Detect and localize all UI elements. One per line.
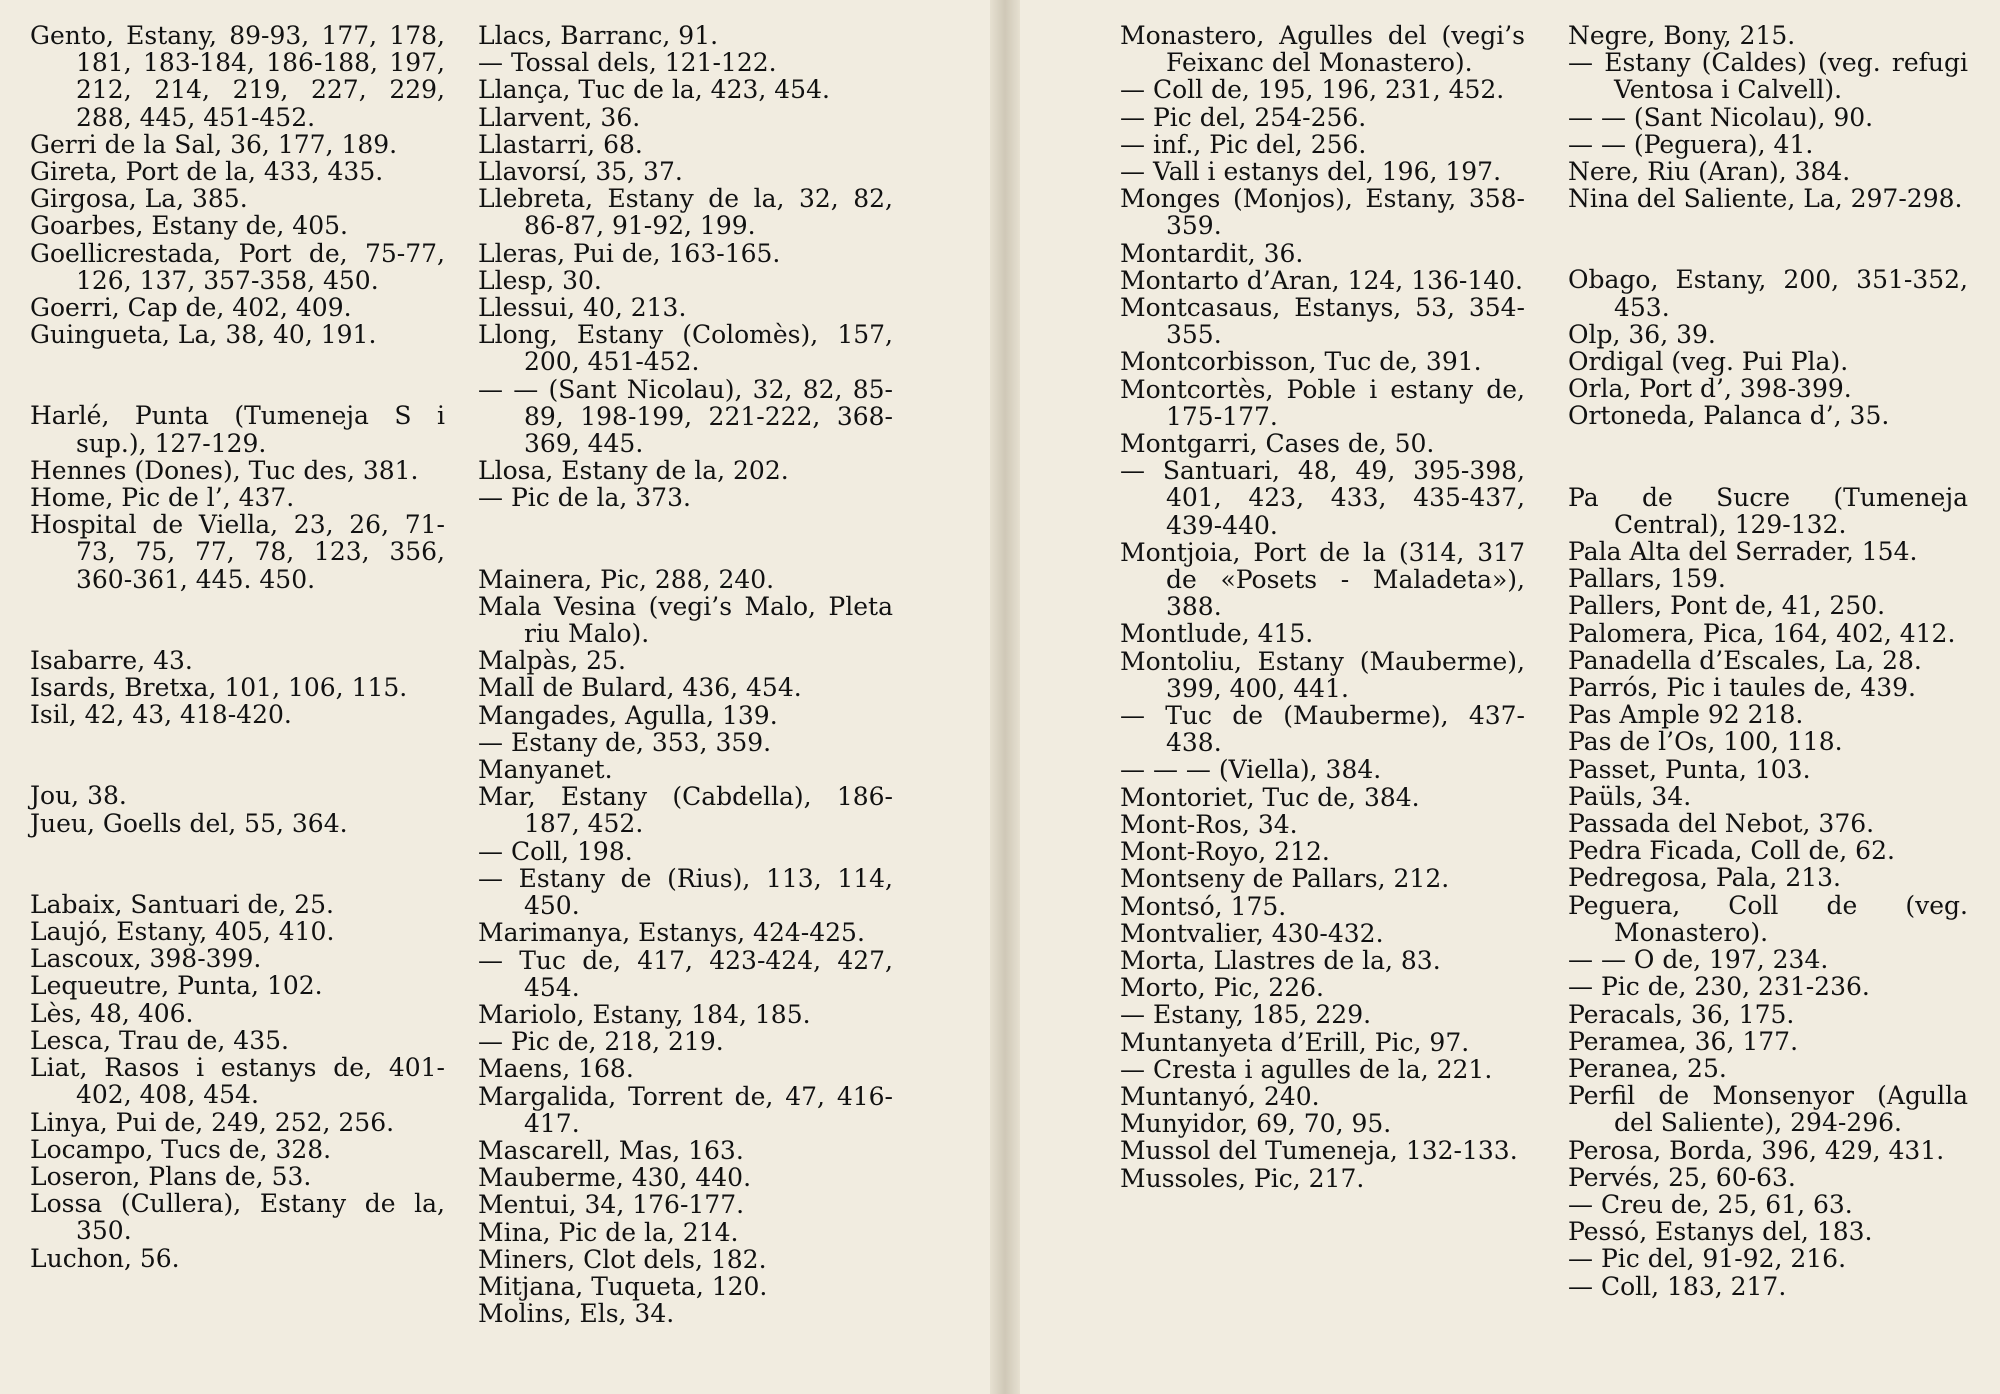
index-entry: Montgarri, Cases de, 50. bbox=[1120, 429, 1435, 459]
index-entry: — Pic del, 91-92, 216. bbox=[1568, 1244, 1847, 1274]
index-entry: Llarvent, 36. bbox=[478, 102, 641, 132]
index-entry: Montarto d’Aran, 124, 136-140. bbox=[1120, 265, 1523, 295]
index-entry: Perosa, Borda, 396, 429, 431. bbox=[1568, 1135, 1945, 1165]
section-gap bbox=[30, 593, 445, 647]
index-entry: Montcorbisson, Tuc de, 391. bbox=[1120, 347, 1482, 377]
index-entry: Goarbes, Estany de, 405. bbox=[30, 211, 348, 241]
index-entry: Laujó, Estany, 405, 410. bbox=[30, 917, 335, 947]
index-column-2 bbox=[478, 22, 893, 1327]
index-entry: — Estany de, 353, 359. bbox=[478, 727, 772, 757]
index-entry: — Estany de (Rius), 113, 114, 450. bbox=[478, 863, 893, 921]
index-entry: Gento, Estany, 89-93, 177, 178, 181, 183-184, 186-188, 197, 212, 214, 219, 227, 229, 288, 445, 451-452. bbox=[30, 21, 445, 132]
index-entry: Pedregosa, Pala, 213. bbox=[1568, 863, 1841, 893]
index-entry: Montcortès, Poble i estany de, 175-177. bbox=[1120, 374, 1525, 431]
index-entry: — Coll de, 195, 196, 231, 452. bbox=[1120, 75, 1505, 105]
index-entry: Mall de Bulard, 436, 454. bbox=[478, 673, 802, 703]
index-entry: Pedra Ficada, Coll de, 62. bbox=[1568, 836, 1895, 866]
index-entry: Llastarri, 68. bbox=[478, 129, 643, 159]
index-entry: Mala Vesina (vegi’s Malo, Pleta riu Malo). bbox=[478, 591, 893, 649]
index-entry: — Creu de, 25, 61, 63. bbox=[1568, 1189, 1853, 1219]
index-entry: Pessó, Estanys del, 183. bbox=[1568, 1217, 1873, 1247]
index-entry: Linya, Pui de, 249, 252, 256. bbox=[30, 1107, 395, 1137]
index-entry: Lequeutre, Punta, 102. bbox=[30, 971, 323, 1001]
index-entry: — — O de, 197, 234. bbox=[1568, 945, 1829, 975]
index-entry: Llacs, Barranc, 91. bbox=[478, 21, 719, 50]
index-entry: Guingueta, La, 38, 40, 191. bbox=[30, 320, 377, 350]
index-entry: Olp, 36, 39. bbox=[1568, 319, 1716, 349]
index-entry: Morto, Pic, 226. bbox=[1120, 973, 1324, 1003]
index-entry: Muntanyeta d’Erill, Pic, 97. bbox=[1120, 1027, 1470, 1057]
index-entry: Morta, Llastres de la, 83. bbox=[1120, 945, 1441, 975]
index-entry: — — (Peguera), 41. bbox=[1568, 129, 1814, 159]
index-entry: — Estany, 185, 229. bbox=[1120, 1000, 1372, 1030]
index-entry: Perfil de Monsenyor (Agulla del Saliente), 294-296. bbox=[1568, 1081, 1968, 1138]
index-entry: Muntanyó, 240. bbox=[1120, 1081, 1320, 1111]
index-entry: Malpàs, 25. bbox=[478, 646, 626, 676]
index-entry: Miners, Clot dels, 182. bbox=[478, 1244, 767, 1274]
index-entry: — Pic de, 230, 231-236. bbox=[1568, 972, 1870, 1002]
index-entry: Parrós, Pic i taules de, 439. bbox=[1568, 673, 1916, 703]
index-entry: Mauberme, 430, 440. bbox=[478, 1163, 752, 1193]
index-entry: Lesca, Trau de, 435. bbox=[30, 1025, 289, 1055]
index-entry: — inf., Pic del, 256. bbox=[1120, 129, 1367, 159]
index-entry: Montjoia, Port de la (314, 317 de «Posets - Maladeta»), 388. bbox=[1120, 537, 1525, 622]
index-entry: — Pic del, 254-256. bbox=[1120, 102, 1367, 132]
index-entry: Palomera, Pica, 164, 402, 412. bbox=[1568, 618, 1956, 648]
section-gap bbox=[30, 728, 445, 782]
index-entry: Mainera, Pic, 288, 240. bbox=[478, 564, 775, 594]
index-entry: Labaix, Santuari de, 25. bbox=[30, 889, 334, 919]
index-entry: Molins, Els, 34. bbox=[478, 1299, 675, 1329]
index-column-3 bbox=[1120, 22, 1525, 1192]
index-entry: — Tuc de (Mauberme), 437-438. bbox=[1120, 701, 1525, 758]
index-entry: Jou, 38. bbox=[30, 781, 127, 811]
index-entry: Montvalier, 430-432. bbox=[1120, 918, 1384, 948]
index-entry: — Pic de la, 373. bbox=[478, 483, 691, 513]
index-entry: Lossa (Cullera), Estany de la, 350. bbox=[30, 1189, 445, 1246]
index-entry: Lès, 48, 406. bbox=[30, 998, 194, 1028]
index-entry: — Estany (Caldes) (veg. refugi Ventosa i Calvell). bbox=[1568, 48, 1968, 105]
index-entry: Ortoneda, Palanca d’, 35. bbox=[1568, 401, 1890, 431]
index-entry: Pallers, Pont de, 41, 250. bbox=[1568, 591, 1886, 621]
index-entry: Loseron, Plans de, 53. bbox=[30, 1161, 312, 1191]
section-gap bbox=[30, 837, 445, 891]
index-entry: Mascarell, Mas, 163. bbox=[478, 1135, 744, 1165]
index-entry: Pala Alta del Serrader, 154. bbox=[1568, 537, 1918, 567]
index-entry: Mont-Royo, 212. bbox=[1120, 837, 1330, 867]
index-entry: Pallars, 159. bbox=[1568, 564, 1726, 594]
section-gap bbox=[478, 512, 893, 566]
section-gap bbox=[30, 348, 445, 402]
index-entry: Manyanet. bbox=[478, 755, 613, 785]
index-column-4 bbox=[1568, 22, 1968, 1300]
index-entry: Montseny de Pallars, 212. bbox=[1120, 864, 1450, 894]
index-entry: Montoliu, Estany (Mauberme), 399, 400, 441. bbox=[1120, 646, 1525, 703]
index-entry: Montlude, 415. bbox=[1120, 619, 1314, 649]
index-entry: — Coll, 198. bbox=[478, 836, 633, 866]
index-entry: Mina, Pic de la, 214. bbox=[478, 1217, 739, 1247]
index-entry: Maens, 168. bbox=[478, 1054, 634, 1084]
index-entry: Mont-Ros, 34. bbox=[1120, 809, 1298, 839]
index-entry: Munyidor, 69, 70, 95. bbox=[1120, 1109, 1392, 1139]
book-gutter bbox=[990, 0, 1020, 1394]
index-entry: Montcasaus, Estanys, 53, 354-355. bbox=[1120, 293, 1525, 350]
index-entry: Gireta, Port de la, 433, 435. bbox=[30, 157, 384, 187]
index-entry: Girgosa, La, 385. bbox=[30, 184, 248, 214]
index-entry: Locampo, Tucs de, 328. bbox=[30, 1134, 332, 1164]
index-entry: Isabarre, 43. bbox=[30, 645, 193, 675]
index-entry: Llança, Tuc de la, 423, 454. bbox=[478, 75, 830, 105]
index-entry: Ordigal (veg. Pui Pla). bbox=[1568, 347, 1849, 377]
index-entry: Pas Ample 92 218. bbox=[1568, 700, 1804, 730]
section-gap bbox=[1568, 212, 1968, 266]
index-entry: Mitjana, Tuqueta, 120. bbox=[478, 1271, 768, 1301]
index-entry: Peranea, 25. bbox=[1568, 1053, 1727, 1083]
index-entry: — Tuc de, 417, 423-424, 427, 454. bbox=[478, 945, 893, 1002]
index-entry: Goerri, Cap de, 402, 409. bbox=[30, 293, 352, 323]
index-entry: Pa de Sucre (Tumeneja Central), 129-132. bbox=[1568, 482, 1968, 539]
index-entry: Mariolo, Estany, 184, 185. bbox=[478, 999, 811, 1029]
index-entry: Hospital de Viella, 23, 26, 71-73, 75, 77, 78, 123, 356, 360-361, 445. 450. bbox=[30, 510, 445, 594]
index-entry: Peramea, 36, 177. bbox=[1568, 1026, 1799, 1056]
index-entry: Monastero, Agulles del (vegi’s Feixanc del Monastero). bbox=[1120, 21, 1525, 78]
index-entry: Llebreta, Estany de la, 32, 82, 86-87, 91-92, 199. bbox=[478, 184, 893, 241]
index-entry: Llavorsí, 35, 37. bbox=[478, 157, 683, 187]
index-entry: — — (Sant Nicolau), 32, 82, 85-89, 198-199, 221-222, 368-369, 445. bbox=[478, 374, 893, 459]
index-entry: — — (Sant Nicolau), 90. bbox=[1568, 102, 1874, 132]
index-entry: Montardit, 36. bbox=[1120, 238, 1304, 268]
index-entry: Peguera, Coll de (veg. Monastero). bbox=[1568, 890, 1968, 947]
index-entry: Orla, Port d’, 398-399. bbox=[1568, 374, 1852, 404]
index-entry: Harlé, Punta (Tumeneja S i sup.), 127-129. bbox=[30, 401, 445, 458]
index-entry: Mussoles, Pic, 217. bbox=[1120, 1163, 1365, 1193]
index-entry: Marimanya, Estanys, 424-425. bbox=[478, 918, 865, 948]
index-entry: Llessui, 40, 213. bbox=[478, 293, 687, 323]
index-entry: Mangades, Agulla, 139. bbox=[478, 700, 778, 730]
index-entry: — Tossal dels, 121-122. bbox=[478, 48, 777, 78]
index-entry: — — — (Viella), 384. bbox=[1120, 755, 1382, 785]
index-entry: Hennes (Dones), Tuc des, 381. bbox=[30, 455, 419, 485]
index-entry: Nere, Riu (Aran), 384. bbox=[1568, 157, 1851, 187]
index-entry: Nina del Saliente, La, 297-298. bbox=[1568, 184, 1963, 214]
index-entry: — Santuari, 48, 49, 395-398, 401, 423, 433, 435-437, 439-440. bbox=[1120, 456, 1525, 540]
index-entry: Jueu, Goells del, 55, 364. bbox=[30, 808, 348, 838]
index-entry: Llesp, 30. bbox=[478, 265, 602, 295]
index-entry: Home, Pic de l’, 437. bbox=[30, 483, 295, 513]
index-entry: Lleras, Pui de, 163-165. bbox=[478, 238, 781, 268]
index-entry: Pas de l’Os, 100, 118. bbox=[1568, 727, 1843, 757]
index-column-1 bbox=[30, 22, 445, 1272]
index-entry: Obago, Estany, 200, 351-352, 453. bbox=[1568, 265, 1968, 322]
index-entry: Monges (Monjos), Estany, 358-359. bbox=[1120, 184, 1525, 241]
section-gap bbox=[1568, 430, 1968, 484]
index-entry: Llong, Estany (Colomès), 157, 200, 451-452. bbox=[478, 320, 893, 377]
index-entry: Lascoux, 398-399. bbox=[30, 944, 262, 974]
index-entry: Pervés, 25, 60-63. bbox=[1568, 1162, 1796, 1192]
index-entry: — Pic de, 218, 219. bbox=[478, 1027, 724, 1057]
index-entry: Montsó, 175. bbox=[1120, 891, 1287, 921]
index-entry: Peracals, 36, 175. bbox=[1568, 999, 1795, 1029]
index-entry: Isards, Bretxa, 101, 106, 115. bbox=[30, 673, 408, 703]
index-entry: — Vall i estanys del, 196, 197. bbox=[1120, 157, 1502, 187]
index-entry: Mentui, 34, 176-177. bbox=[478, 1190, 745, 1220]
index-entry: Gerri de la Sal, 36, 177, 189. bbox=[30, 129, 398, 159]
index-entry: Liat, Rasos i estanys de, 401-402, 408, 454. bbox=[30, 1053, 445, 1110]
index-entry: — Coll, 183, 217. bbox=[1568, 1271, 1787, 1301]
index-entry: Montoriet, Tuc de, 384. bbox=[1120, 782, 1420, 812]
index-entry: Panadella d’Escales, La, 28. bbox=[1568, 645, 1922, 675]
index-entry: Mar, Estany (Cabdella), 186-187, 452. bbox=[478, 782, 893, 839]
index-entry: Llosa, Estany de la, 202. bbox=[478, 456, 789, 486]
index-entry: Paüls, 34. bbox=[1568, 781, 1692, 811]
index-entry: Passada del Nebot, 376. bbox=[1568, 809, 1875, 839]
index-entry: Margalida, Torrent de, 47, 416-417. bbox=[478, 1081, 893, 1138]
index-entry: Isil, 42, 43, 418-420. bbox=[30, 700, 292, 730]
index-entry: Negre, Bony, 215. bbox=[1568, 21, 1796, 50]
index-entry: Mussol del Tumeneja, 132-133. bbox=[1120, 1136, 1518, 1166]
index-entry: Goellicrestada, Port de, 75-77, 126, 137, 357-358, 450. bbox=[30, 238, 445, 295]
index-entry: Luchon, 56. bbox=[30, 1243, 180, 1273]
index-entry: Passet, Punta, 103. bbox=[1568, 754, 1811, 784]
index-entry: — Cresta i agulles de la, 221. bbox=[1120, 1054, 1493, 1084]
